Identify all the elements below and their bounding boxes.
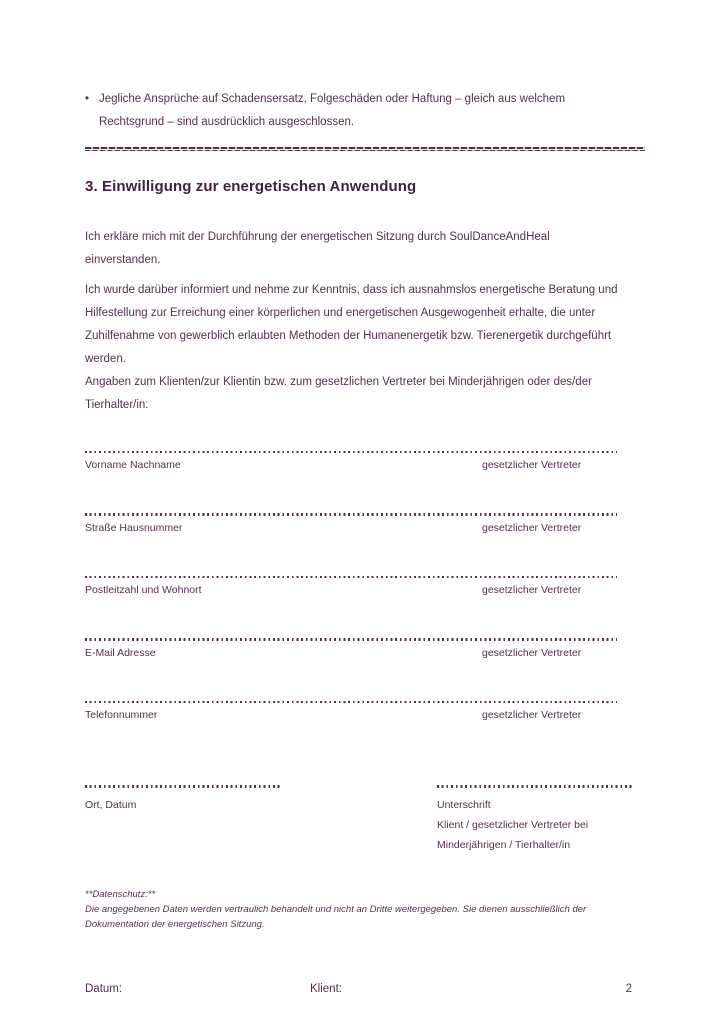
- privacy-note-title: **Datenschutz:**: [85, 888, 156, 900]
- page-footer: [85, 982, 632, 998]
- client-form-fields: [85, 451, 724, 723]
- field-dotted-line: [85, 576, 617, 579]
- form-field-row-city: [85, 576, 724, 598]
- form-field-row-phone: [85, 701, 724, 723]
- form-field-row-email: [85, 638, 724, 660]
- field-dotted-line: [85, 451, 617, 454]
- field-dotted-line: [85, 513, 617, 516]
- privacy-note-body: Die angegebenen Daten werden vertraulich behandelt und nicht an Dritte weitergegeben. Sie dienen ausschließlich der Dokumentation der energetischen Sitzung.: [85, 903, 587, 930]
- field-label-phone: Telefonnummer: [85, 709, 158, 721]
- consent-paragraph: Ich erkläre mich mit der Durchführung der energetischen Sitzung durch SoulDanceAndHeal einverstanden.: [85, 230, 550, 266]
- bullet-marker-icon: •: [85, 93, 90, 105]
- form-field-row-street: [85, 513, 724, 535]
- footer-date-label: Datum:: [85, 983, 123, 995]
- field-dotted-line: [85, 638, 617, 641]
- representative-label: gesetzlicher Vertreter: [482, 521, 582, 534]
- page-number: 2: [625, 983, 632, 995]
- signature-block-place-date: [85, 785, 280, 855]
- field-label-name: Vorname Nachname: [85, 459, 181, 471]
- signature-dotted-line: [437, 785, 632, 788]
- signature-block-client: [437, 785, 632, 855]
- liability-bullet-item: [85, 88, 630, 134]
- signature-section: [85, 785, 724, 855]
- field-label-street: Straße Hausnummer: [85, 521, 183, 534]
- section-divider: [85, 147, 645, 152]
- field-dotted-line: [85, 701, 617, 704]
- field-label-city: Postleitzahl und Wohnort: [85, 584, 202, 596]
- representative-label: gesetzlicher Vertreter: [482, 646, 582, 659]
- signature-label-line3: Minderjährigen / Tierhalter/in: [437, 838, 571, 851]
- footer-client-label: Klient:: [310, 983, 342, 995]
- signature-label-line2: Klient / gesetzlicher Vertreter bei: [437, 818, 589, 831]
- client-details-paragraph: Angaben zum Klienten/zur Klientin bzw. zum gesetzlichen Vertreter bei Minderjährigen oder des/der Tierhalter/in:: [85, 375, 592, 411]
- representative-label: gesetzlicher Vertreter: [482, 584, 582, 596]
- liability-bullet-text: Jegliche Ansprüche auf Schadensersatz, Folgeschäden oder Haftung – gleich aus welchem Rechtsgrund – sind ausdrücklich ausgeschlossen.: [99, 93, 566, 128]
- privacy-note: [85, 887, 630, 932]
- information-paragraph: Ich wurde darüber informiert und nehme zur Kenntnis, dass ich ausnahmslos energetische Beratung und Hilfestellung zur Erreichung einer körperlichen und energetischen Ausgewogenheit erhalte, die unter Zuhilfenahme von gewerblich erlaubten Methoden der Humanenergetik bzw. Tierenergetik durchgeführt werden.: [85, 283, 618, 365]
- section-heading: 3. Einwilligung zur energetischen Anwendung: [85, 177, 417, 195]
- form-field-row-name: [85, 451, 724, 473]
- representative-label: gesetzlicher Vertreter: [482, 459, 582, 471]
- signature-label-place-date: Ort, Datum: [85, 798, 137, 811]
- field-label-email: E-Mail Adresse: [85, 646, 156, 659]
- signature-label-line1: Unterschrift: [437, 798, 491, 811]
- representative-label: gesetzlicher Vertreter: [482, 709, 582, 721]
- signature-dotted-line: [85, 785, 280, 788]
